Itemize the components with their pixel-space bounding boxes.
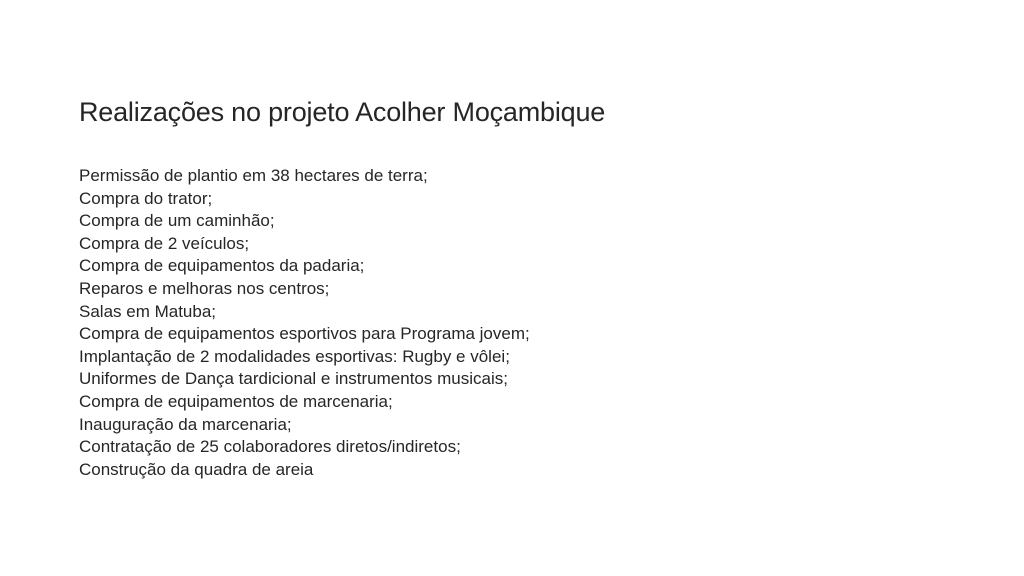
list-item: Compra de 2 veículos; [79, 233, 250, 253]
list-item: Contratação de 25 colaboradores diretos/indiretos; [79, 437, 461, 457]
list-item: Compra de equipamentos da padaria; [79, 256, 365, 276]
list-item: Reparos e melhoras nos centros; [79, 278, 330, 298]
list-item: Compra do trator; [79, 188, 213, 208]
list-item: Inauguração da marcenaria; [79, 414, 292, 434]
list-item: Implantação de 2 modalidades esportivas: Rugby e vôlei; [79, 346, 510, 366]
list-item: Compra de equipamentos de marcenaria; [79, 391, 393, 411]
list-item: Permissão de plantio em 38 hectares de terra; [79, 166, 428, 185]
achievements-list [79, 165, 530, 481]
list-item: Salas em Matuba; [79, 301, 217, 321]
list-item: Compra de um caminhão; [79, 211, 275, 231]
list-item: Compra de equipamentos esportivos para Programa jovem; [79, 324, 530, 344]
slide-title: Realizações no projeto Acolher Moçambique [79, 97, 606, 127]
list-item: Construção da quadra de areia [79, 459, 314, 479]
list-item: Uniformes de Dança tardicional e instrumentos musicais; [79, 369, 508, 389]
